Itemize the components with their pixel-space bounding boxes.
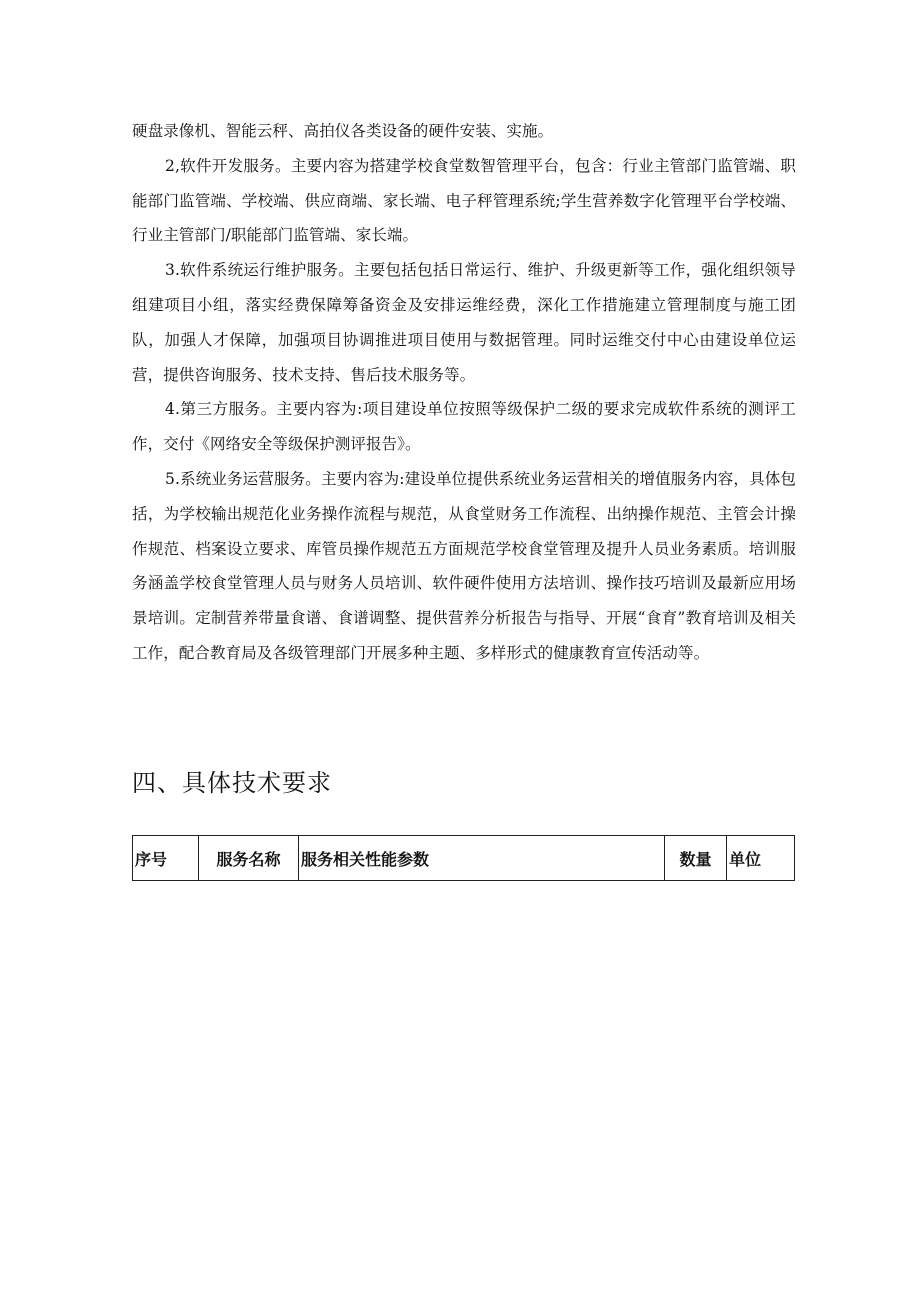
tech-requirements-table <box>132 835 795 881</box>
document-body <box>132 114 796 671</box>
paragraph-software-development: 2,软件开发服务。主要内容为搭建学校食堂数智管理平台，包含：行业主管部门监管端、职能部门监管端、学校端、供应商端、家长端、电子秤管理系统;学生营养数字化管理平台学校端、行业主管部门/职能部门监管端、家长端。 <box>132 156 796 245</box>
header-performance-params: 服务相关性能参数 <box>299 836 665 881</box>
paragraph-hardware-continued: 硬盘录像机、智能云秤、高拍仪各类设备的硬件安装、实施。 <box>132 122 554 140</box>
paragraph-business-operation: 5.系统业务运营服务。主要内容为:建设单位提供系统业务运营相关的增值服务内容，具体包括，为学校输出规范化业务操作流程与规范，从食堂财务工作流程、出纳操作规范、主管会计操作规范、档案设立要求、库管员操作规范五方面规范学校食堂管理及提升人员业务素质。培训服务涵盖学校食堂管理人员与财务人员培训、软件硬件使用方法培训、操作技巧培训及最新应用场景培训。定制营养带量食谱、食谱调整、提供营养分析报告与指导、开展“食育”教育培训及相关工作，配合教育局及各级管理部门开展多种主题、多样形式的健康教育宣传活动等。 <box>132 469 796 662</box>
header-quantity: 数量 <box>665 836 727 881</box>
header-index: 序号 <box>133 836 199 881</box>
header-unit: 单位 <box>727 836 795 881</box>
paragraph-third-party: 4.第三方服务。主要内容为:项目建设单位按照等级保护二级的要求完成软件系统的测评工作，交付《网络安全等级保护测评报告》。 <box>132 400 796 454</box>
header-service-name: 服务名称 <box>199 836 299 881</box>
paragraph-operation-maintenance: 3.软件系统运行维护服务。主要包括包括日常运行、维护、升级更新等工作，强化组织领导组建项目小组，落实经费保障筹备资金及安排运维经费，深化工作措施建立管理制度与施工团队，加强人才保障，加强项目协调推进项目使用与数据管理。同时运维交付中心由建设单位运营，提供咨询服务、技术支持、售后技术服务等。 <box>132 261 796 384</box>
table-header-row <box>133 836 795 881</box>
section-title: 四、具体技术要求 <box>132 769 332 797</box>
